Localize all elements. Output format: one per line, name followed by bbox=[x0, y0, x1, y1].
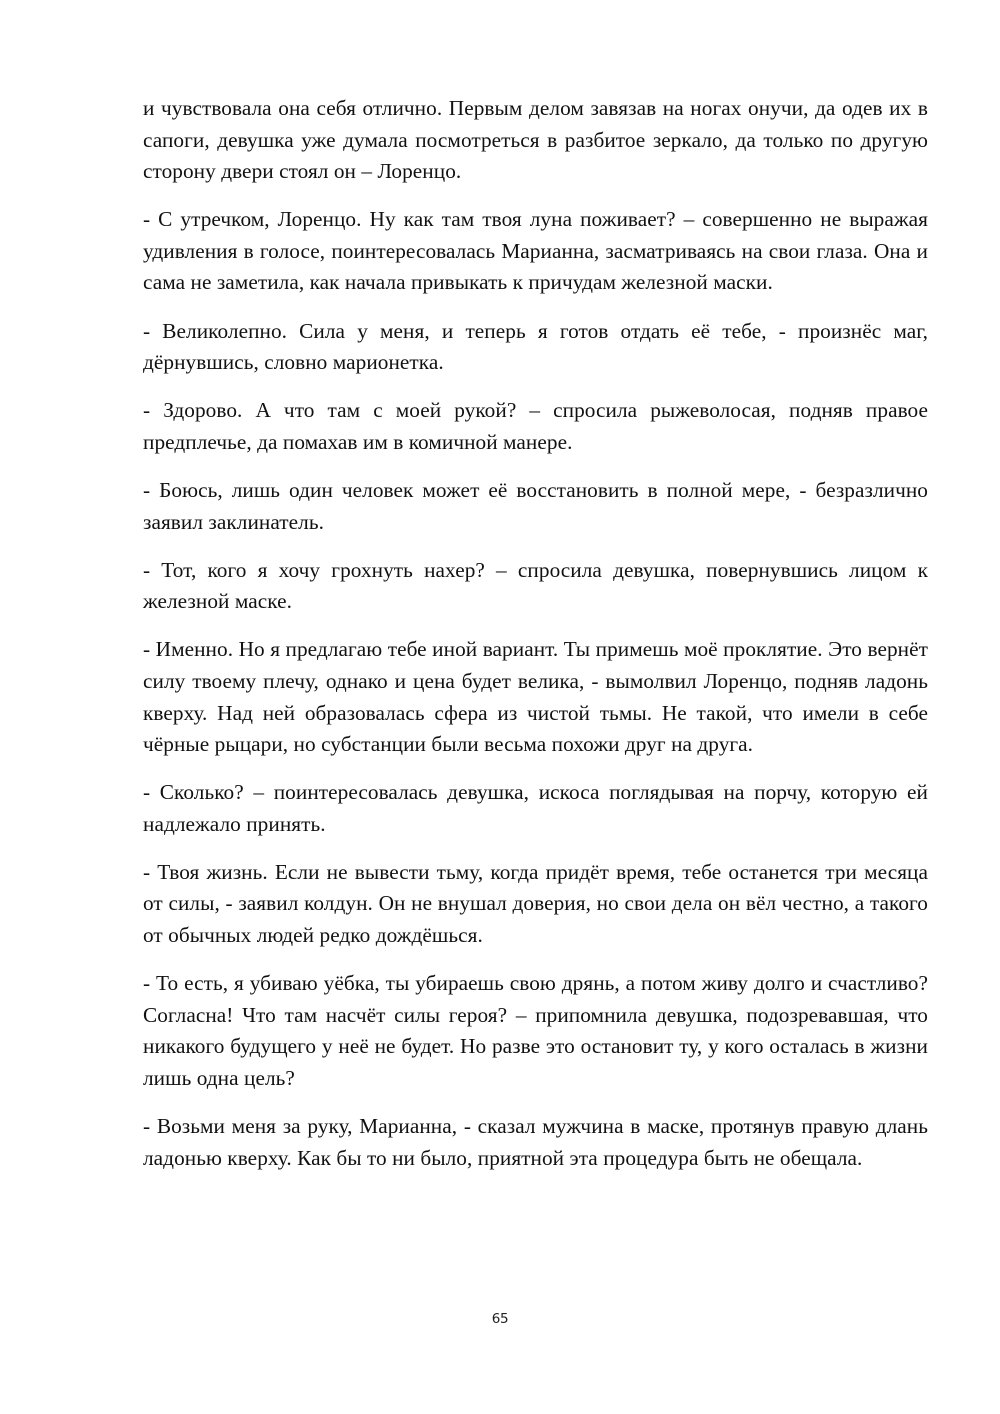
paragraph: и чувствовала она себя отлично. Первым делом завязав на ногах онучи, да одев их в сапоги, девушка уже думала посмотреться в разбитое зеркало, да только по другую сторону двери стоял он – Лоренцо. bbox=[143, 96, 928, 184]
page-body bbox=[143, 93, 928, 1191]
paragraph: - Именно. Но я предлагаю тебе иной вариант. Ты примешь моё проклятие. Это вернёт силу твоему плечу, однако и цена будет велика, - вымолвил Лоренцо, подняв ладонь кверху. Над ней образовалась сфера из чистой тьмы. Не такой, что имели в себе чёрные рыцари, но субстанции были весьма похожи друг на друга. bbox=[143, 637, 928, 757]
paragraph: - Боюсь, лишь один человек может её восстановить в полной мере, - безразлично заявил заклинатель. bbox=[143, 477, 928, 534]
paragraph: - То есть, я убиваю уёбка, ты убираешь свою дрянь, а потом живу долго и счастливо? Согласна! Что там насчёт силы героя? – припомнила девушка, подозревавшая, что никакого будущего у неё не будет. Но разве это остановит ту, у кого осталась в жизни лишь одна цель? bbox=[143, 971, 928, 1090]
paragraph: - Великолепно. Сила у меня, и теперь я готов отдать её тебе, - произнёс маг, дёрнувшись, словно марионетка. bbox=[143, 318, 928, 375]
paragraph: - Возьми меня за руку, Марианна, - сказал мужчина в маске, протянув правую длань ладонью кверху. Как бы то ни было, приятной эта процедура быть не обещала. bbox=[143, 1114, 928, 1170]
paragraph: - С утречком, Лоренцо. Ну как там твоя луна поживает? – совершенно не выражая удивления в голосе, поинтересовалась Марианна, засматриваясь на свои глаза. Она и сама не заметила, как начала привыкать к причудам железной маски. bbox=[143, 207, 928, 295]
paragraph: - Тот, кого я хочу грохнуть нахер? – спросила девушка, повернувшись лицом к железной маске. bbox=[143, 557, 928, 614]
paragraph: - Здорово. А что там с моей рукой? – спросила рыжеволосая, подняв правое предплечье, да помахав им в комичной манере. bbox=[143, 398, 928, 454]
paragraph: - Сколько? – поинтересовалась девушка, искоса поглядывая на порчу, которую ей надлежало принять. bbox=[143, 780, 928, 836]
paragraph: - Твоя жизнь. Если не вывести тьму, когда придёт время, тебе останется три месяца от силы, - заявил колдун. Он не внушал доверия, но свои дела он вёл честно, а такого от обычных людей редко дождёшься. bbox=[143, 859, 928, 948]
page-number: 65 bbox=[491, 1311, 509, 1327]
